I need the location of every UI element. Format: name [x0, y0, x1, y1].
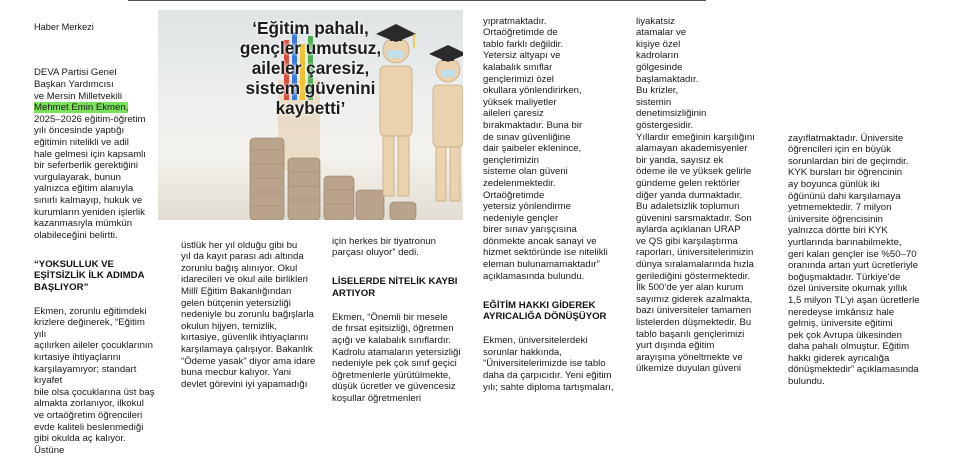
- highlighted-name: Mehmet Emin Ekmen,: [34, 102, 129, 114]
- intro-text: [34, 67, 158, 241]
- intro-after: 2025–2026 eğitim-öğretim yılı öncesinde yaptığı eğitimin nitelikli ve adil hale gelmesi için kapsamlı bir seferberlik gerektiğini vurgulayarak, bunun yalnızca eğitim alanıyla sınırlı kalmayıp, hukuk ve kurumların yeniden işlerlik kazanmasıyla mümkün olabileceğini belirtti.: [34, 113, 146, 241]
- section-body-privilege: Ekmen, üniversitelerdeki sorunlar hakkında, “Üniversitelerimizde ise tablo daha da çarpıcıdır. Yeni eğitim yılı; sahte diploma tartışmaları,: [483, 335, 614, 393]
- article-column-5: [636, 4, 774, 387]
- column-4-text: yıpratmaktadır. Ortaöğretimde de tablo farklı değildir. Yetersiz altyapı ve kalabalık sınıflar gençlerimizi özel okullara yönlendirirken, yüksek maliyetler aileleri çaresiz bırakmaktadır. Buna bir de sınav güvenliğine dair şaibeler eklenince, gençlerimizin sisteme olan güveni zedelenmektedir. Ortaöğretimde yetersiz yönlendirme nedeniyle gençler birer sınav yarışçısına dönmekte ancak sanayi ve hizmet sektöründe ise nitelikli eleman bulunamamaktadır” açıklamasında bulundu.: [483, 15, 608, 282]
- byline: Haber Merkezi: [34, 21, 94, 32]
- article-column-4: [483, 4, 633, 405]
- article-column-2: [181, 228, 327, 402]
- section-heading-privilege: EĞİTİM HAKKI GİDEREK AYRICALIĞA DÖNÜŞÜYOR: [483, 299, 607, 323]
- article-column-6: [788, 121, 934, 399]
- article-column-3: [332, 224, 480, 416]
- column-6-text: zayıflatmaktadır. Üniversite öğrencileri için en büyük sorunlardan biri de geçimdir. KYK bursları bir öğrencinin ay boyunca günlük iki öğününü dahi karşılamaya yetmemektedir. 7 milyon üniversite öğrencisinin yalnızca dörtte biri KYK yurtlarında barınabilmekte, geri kalan gençler ise %50–70 oranında artan yurt ücretleriyle boğuşmaktadır. Türkiye’de özel üniversite okumak yıllık 1,5 milyon TL’yi aşan ücretlerle neredeyse imkânsız hale gelmiş, üniversite eğitimi pek çok Avrupa ülkesinden daha pahalı olmuştur. Eğitim hakkı giderek ayrıcalığa dönüşmektedir” açıklamasında bulundu.: [788, 132, 920, 388]
- section-body-poverty: Ekmen, zorunlu eğitimdeki krizlere değinerek, “Eğitim yılı açılırken aileler çocuklarının kırtasiye ihtiyaçlarını karşılayamıyor; standart kıyafet bile olsa çocuklarına üst baş almakta zorlanıyor, ilkokul ve ortaöğretim öğrencileri evde kaliteli beslenmediği gibi okulda aç kalıyor. Üstüne: [34, 305, 155, 456]
- column-5-text: liyakatsiz atamalar ve kişiye özel kadroların gölgesinde başlamaktadır. Bu krizler, sistemin denetimsizliğinin göstergesidir. Yıllardır emeğinin karşılığını alamayan akademisyenler bir yanda, sayısız ek ödeme ile ve yüksek gelirle gündeme gelen rektörler diğer yanda durmaktadır. Bu adaletsizlik toplumun güvenini sarsmaktadır. Son aylarda açıklanan URAP ve QS gibi karşılaştırma raporları, üniversitelerimizin dünya sıralamalarında hızla gerilediğini göstermektedir. İlk 500’de yer alan kurum sayımız giderek azalmakta, bazı üniversiteler tamamen listelerden düşmektedir. Bu tablo başarılı gençlerimizi yurt dışında eğitim arayışına yöneltmekte ve ülkemize duyulan güveni: [636, 15, 755, 375]
- column-3-top: için herkes bir tiyatronun parçası oluyor” dedi.: [332, 235, 436, 259]
- section-heading-quality: LİSELERDE NİTELİK KAYBI ARTIYOR: [332, 276, 458, 299]
- section-body-quality: Ekmen, “Önemli bir mesele de fırsat eşitsizliği, öğretmen açığı ve kalabalık sınıflardır. Kadrolu atamaların yetersizliği nedeniyle pek çok sınıf geçici öğretmenlerle yürütülmekte, düşük ücretler ve güvencesiz koşullar öğretmenleri: [332, 311, 461, 404]
- intro-before: DEVA Partisi Genel Başkan Yardımcısı ve Mersin Milletvekili: [34, 67, 122, 102]
- article-column-1: [34, 10, 158, 468]
- column-2-text: üstlük her yıl olduğu gibi bu yıl da kayıt parası adı altında zorunlu bağış alınıyor. Okul idarecileri ve okul aile birlikleri Millî Eğitim Bakanlığından gelen bütçenin yetersizliği nedeniyle bu zorunlu bağışlarla okulun hijyen, temizlik, kırtasiye, güvenlik ihtiyaçlarını karşılamaya çalışıyor. Bakanlık “Ödeme yasak” diyor ama idare buna mecbur kalıyor. Yani devlet görevini iyi yapamadığı: [181, 239, 316, 390]
- section-heading-poverty: “YOKSULLUK VE EŞİTSİZLİK İLK ADIMDA BAŞLIYOR”: [34, 258, 145, 293]
- article-photo: [158, 10, 463, 220]
- top-rule: [128, 0, 706, 1]
- image-quote: ‘Eğitim pahalı, gençler umutsuz, aileler çaresiz, sistem güvenini kaybetti’: [239, 18, 382, 118]
